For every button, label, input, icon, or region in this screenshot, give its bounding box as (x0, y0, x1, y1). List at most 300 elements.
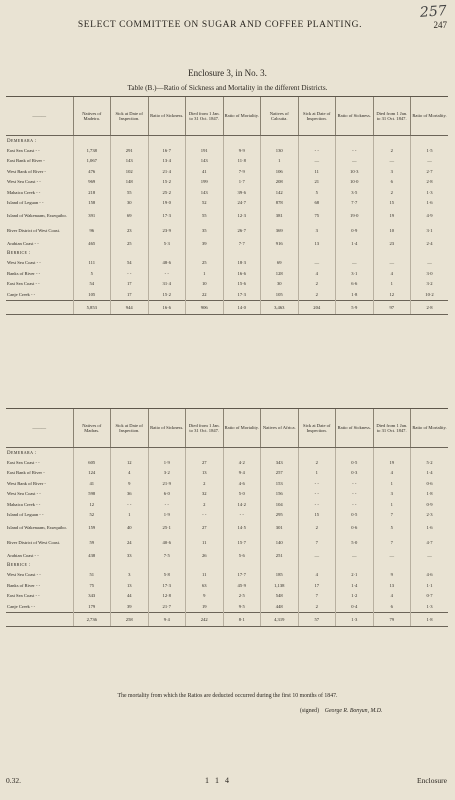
data-cell: 15·2 (148, 177, 186, 188)
data-cell: 4 (298, 570, 336, 581)
data-cell: — (298, 156, 336, 167)
data-cell: 5·0 (223, 489, 261, 500)
data-cell: 391 (73, 208, 111, 223)
data-cell: 295 (261, 510, 299, 521)
district-label: Canje Creek - - (7, 291, 36, 297)
data-cell: 40 (111, 520, 149, 535)
empty-cell (111, 249, 149, 258)
data-cell: 26 (186, 550, 224, 561)
district-label: River District of West Coast. (7, 539, 61, 545)
data-cell: 130 (261, 145, 299, 156)
data-cell: 6 (373, 601, 411, 612)
header-blank: ——— (6, 409, 73, 448)
data-cell: 6·6 (336, 279, 374, 290)
total-cell: 8·1 (223, 612, 261, 626)
data-cell: 4 (373, 591, 411, 602)
data-cell: - - (336, 489, 374, 500)
sickness-table-madras-africa (6, 408, 448, 627)
data-cell: 19 (373, 457, 411, 468)
data-cell: — (373, 550, 411, 561)
data-cell: - - (148, 499, 186, 510)
data-cell: 0·7 (411, 591, 449, 602)
data-cell: 4 (373, 268, 411, 279)
data-cell: 301 (261, 520, 299, 535)
data-cell: 17 (298, 580, 336, 591)
data-cell: 438 (73, 550, 111, 561)
data-cell: 1·2 (336, 591, 374, 602)
column-header: Died from 1 Jan. to 31 Oct. 1847. (186, 97, 224, 136)
empty-cell (148, 448, 186, 458)
data-cell: 2 (373, 187, 411, 198)
data-cell: 27 (186, 457, 224, 468)
data-cell: 1·8 (336, 289, 374, 300)
empty-cell (186, 561, 224, 570)
district-label: East Bank of River - (7, 470, 45, 476)
column-header: Sick at Date of Inspection. (298, 409, 336, 448)
empty-cell (373, 561, 411, 570)
table-row (6, 580, 448, 591)
footnote: The mortality from which the Ratios are deducted occurred during the first 10 months of 1847. (117, 693, 338, 699)
district-label: Banks of River - - (7, 582, 41, 588)
data-cell: 2·3 (411, 510, 449, 521)
district-label: East Bank of River - (7, 158, 45, 164)
signature-name: George R. Bonyun, M.D. (324, 708, 383, 714)
district-label: River District of West Coast. (7, 227, 61, 233)
data-cell: 105 (73, 289, 111, 300)
empty-cell (411, 249, 449, 258)
data-cell: 7 (298, 591, 336, 602)
table-row (6, 258, 448, 269)
district-label: West Bank of River - (7, 480, 46, 486)
table-row (6, 268, 448, 279)
data-cell: 548 (261, 591, 299, 602)
data-cell: 23 (111, 223, 149, 238)
data-cell: 291 (111, 145, 149, 156)
data-cell: 2 (373, 145, 411, 156)
total-cell: 14·0 (223, 300, 261, 314)
data-cell: - - (111, 499, 149, 510)
data-cell: 2 (298, 279, 336, 290)
data-cell: - - (298, 489, 336, 500)
data-cell: 39 (111, 601, 149, 612)
data-cell: 4·9 (411, 208, 449, 223)
empty-cell (111, 448, 149, 458)
data-cell: 2 (298, 520, 336, 535)
data-cell: 52 (73, 510, 111, 521)
total-cell: 2·8 (411, 300, 449, 314)
data-cell: 33 (111, 550, 149, 561)
empty-cell (373, 136, 411, 146)
data-cell: 0·5 (336, 457, 374, 468)
data-cell: — (411, 258, 449, 269)
empty-cell (373, 249, 411, 258)
column-header: Natives of Madeira. (73, 97, 111, 136)
district-label: West Sea Coast - - (7, 491, 41, 497)
data-cell: 3 (298, 223, 336, 238)
data-cell: 0·5 (336, 510, 374, 521)
district-label: Canje Creek - - (7, 603, 36, 609)
data-cell: 1·6 (411, 198, 449, 209)
column-header: Sick at Date of Inspection. (111, 97, 149, 136)
data-cell: 12 (373, 289, 411, 300)
data-cell: 13 (373, 580, 411, 591)
data-cell: 598 (73, 489, 111, 500)
data-cell: 5·0 (336, 535, 374, 550)
data-cell: 3 (373, 166, 411, 177)
data-cell: 41 (186, 166, 224, 177)
data-cell: 45·9 (223, 580, 261, 591)
data-cell: 17 (111, 289, 149, 300)
data-cell: 102 (111, 166, 149, 177)
data-cell: 369 (261, 223, 299, 238)
data-cell: 7·7 (223, 238, 261, 249)
table-caption: Table (B.)—Ratio of Sickness and Mortality in the different Districts. (127, 84, 328, 92)
total-cell: 1·8 (411, 612, 449, 626)
empty-cell (111, 561, 149, 570)
data-cell: 14·2 (223, 499, 261, 510)
data-cell: 148 (111, 177, 149, 188)
data-cell: 257 (261, 468, 299, 479)
data-cell: 1 (298, 468, 336, 479)
data-cell: 1·5 (411, 145, 449, 156)
total-cell: 97 (373, 300, 411, 314)
column-header: Ratio of Mortality. (223, 409, 261, 448)
data-cell: 1·4 (411, 468, 449, 479)
data-cell: 7·7 (336, 198, 374, 209)
empty-cell (73, 136, 111, 146)
table-row (6, 223, 448, 238)
table-row (6, 499, 448, 510)
data-cell: 3·0 (411, 268, 449, 279)
data-cell: 4·6 (223, 478, 261, 489)
data-cell: 448 (261, 601, 299, 612)
data-cell: 124 (73, 468, 111, 479)
data-cell: — (411, 156, 449, 167)
data-cell: 0·4 (336, 601, 374, 612)
data-cell: 1·9 (148, 510, 186, 521)
data-cell: 2 (298, 289, 336, 300)
data-cell: 2·5 (223, 591, 261, 602)
data-cell: 15·2 (148, 289, 186, 300)
data-cell: 55 (186, 208, 224, 223)
data-cell: 55 (111, 187, 149, 198)
data-cell: 5·6 (223, 550, 261, 561)
data-cell: 69 (111, 208, 149, 223)
total-cell: 2,736 (73, 612, 111, 626)
table-row (6, 238, 448, 249)
data-cell: — (336, 550, 374, 561)
data-cell: 1·6 (411, 520, 449, 535)
data-cell: 5 (73, 268, 111, 279)
data-cell: 21 (298, 177, 336, 188)
total-row (6, 300, 448, 314)
data-cell: 2·7 (411, 166, 449, 177)
data-cell: 4 (111, 468, 149, 479)
data-cell: — (411, 550, 449, 561)
data-cell: 13 (186, 468, 224, 479)
district-label: Banks of River - - (7, 270, 41, 276)
section-title: Berbice : (7, 251, 31, 256)
manuscript-page-number: 257 (419, 3, 448, 21)
data-cell: - - (148, 268, 186, 279)
data-cell: 465 (73, 238, 111, 249)
data-cell: 0·9 (336, 223, 374, 238)
data-cell: 54 (111, 258, 149, 269)
column-header: Sick at Date of Inspection. (111, 409, 149, 448)
data-cell: 218 (73, 187, 111, 198)
section-row (6, 448, 448, 458)
data-cell: 11 (298, 166, 336, 177)
data-cell: 105 (261, 289, 299, 300)
data-cell: 18·3 (223, 258, 261, 269)
data-cell: 7 (298, 535, 336, 550)
data-cell: 5 (373, 520, 411, 535)
empty-cell (411, 136, 449, 146)
data-cell: 31·4 (148, 279, 186, 290)
data-cell: 179 (73, 601, 111, 612)
section-row (6, 249, 448, 258)
data-cell: - - (223, 510, 261, 521)
data-cell: 9 (111, 478, 149, 489)
data-cell: 185 (261, 570, 299, 581)
data-cell: 1,067 (73, 156, 111, 167)
total-cell: 79 (373, 612, 411, 626)
table-row (6, 468, 448, 479)
column-header: Ratio of Sickness. (148, 97, 186, 136)
section-row (6, 136, 448, 146)
data-cell: 191 (186, 145, 224, 156)
data-cell: 3 (111, 570, 149, 581)
section-title: Demerara : (7, 138, 37, 144)
data-cell: — (298, 258, 336, 269)
data-cell: 10·2 (411, 289, 449, 300)
data-cell: 7·9 (223, 166, 261, 177)
total-cell: 944 (111, 300, 149, 314)
data-cell: 1 (373, 499, 411, 510)
data-cell: 4 (373, 468, 411, 479)
data-cell: - - (298, 499, 336, 510)
table-row (6, 457, 448, 468)
column-header: Natives of Madras. (73, 409, 111, 448)
running-head: SELECT COMMITTEE ON SUGAR AND COFFEE PLANTING. (77, 20, 363, 30)
table-row (6, 177, 448, 188)
data-cell: 143 (111, 156, 149, 167)
table-row (6, 570, 448, 581)
data-cell: 10·0 (336, 177, 374, 188)
data-cell: 4 (298, 268, 336, 279)
total-cell: 5,853 (73, 300, 111, 314)
data-cell: 3 (373, 489, 411, 500)
data-cell: 5 (298, 187, 336, 198)
data-cell: 17 (111, 279, 149, 290)
empty-cell (148, 561, 186, 570)
data-cell: 3·1 (336, 268, 374, 279)
data-cell: 24 (111, 535, 149, 550)
data-cell: 1·7 (223, 177, 261, 188)
data-cell: 605 (73, 457, 111, 468)
data-cell: 476 (73, 166, 111, 177)
data-cell: 75 (73, 580, 111, 591)
district-label: West Sea Coast - - (7, 179, 41, 185)
data-cell: — (373, 258, 411, 269)
total-label (6, 300, 73, 314)
empty-cell (73, 249, 111, 258)
column-header: Died from 1 Jan. to 31 Oct. 1847. (186, 409, 224, 448)
data-cell: 153 (261, 478, 299, 489)
data-cell: 878 (261, 198, 299, 209)
data-cell: 0·9 (411, 499, 449, 510)
data-cell: 4·7 (411, 535, 449, 550)
district-label: Island of Leguan - - (7, 200, 44, 206)
data-cell: 19·0 (148, 198, 186, 209)
data-cell: 22 (186, 289, 224, 300)
data-cell: 11·8 (223, 156, 261, 167)
column-header: Died from 1 Jan. to 31 Oct. 1847. (373, 409, 411, 448)
data-cell: 16·7 (148, 145, 186, 156)
data-cell: 2 (186, 499, 224, 510)
empty-cell (223, 136, 261, 146)
empty-cell (336, 249, 374, 258)
data-cell: 140 (261, 535, 299, 550)
data-cell: 69 (261, 258, 299, 269)
district-label: Arabian Coast - - (7, 240, 39, 246)
data-cell: 1,738 (73, 145, 111, 156)
data-cell: 21·9 (148, 478, 186, 489)
total-cell: 204 (298, 300, 336, 314)
data-cell: 5·2 (411, 457, 449, 468)
table-row (6, 145, 448, 156)
data-cell: 12 (111, 457, 149, 468)
data-cell: 13 (111, 580, 149, 591)
data-cell: 1 (186, 268, 224, 279)
data-cell: 12 (73, 499, 111, 510)
data-cell: - - (298, 145, 336, 156)
column-header: Ratio of Mortality. (223, 97, 261, 136)
data-cell: 30 (261, 279, 299, 290)
data-cell: 343 (73, 591, 111, 602)
total-cell: 242 (186, 612, 224, 626)
district-label: Mahaica Creek - - (7, 189, 41, 195)
data-cell: 142 (261, 187, 299, 198)
total-cell: 57 (298, 612, 336, 626)
data-cell: 9 (186, 591, 224, 602)
empty-cell (186, 249, 224, 258)
column-header: Natives of Africa. (261, 409, 299, 448)
data-cell: 15·6 (223, 279, 261, 290)
data-cell: 15·7 (223, 535, 261, 550)
table-row (6, 489, 448, 500)
empty-cell (261, 136, 299, 146)
data-cell: 5·3 (148, 238, 186, 249)
data-cell: 1·3 (411, 601, 449, 612)
data-cell: 14·5 (223, 520, 261, 535)
data-cell: 7 (373, 535, 411, 550)
total-cell: 5·9 (336, 300, 374, 314)
data-cell: 10 (373, 223, 411, 238)
data-cell: 9 (373, 570, 411, 581)
data-cell: 40·6 (148, 535, 186, 550)
district-label: West Bank of River - (7, 168, 46, 174)
data-cell: 1·4 (336, 238, 374, 249)
table-row (6, 591, 448, 602)
empty-cell (261, 561, 299, 570)
data-cell: 2 (298, 601, 336, 612)
empty-cell (73, 448, 111, 458)
column-header: Ratio of Mortality. (411, 409, 449, 448)
data-cell: 17·7 (223, 570, 261, 581)
table-row (6, 166, 448, 177)
data-cell: 7 (373, 510, 411, 521)
data-cell: 251 (261, 550, 299, 561)
data-cell: 1·3 (411, 187, 449, 198)
data-cell: 4·2 (223, 457, 261, 468)
data-cell: 11 (186, 535, 224, 550)
column-header: Ratio of Sickness. (148, 409, 186, 448)
data-cell: 48·6 (148, 258, 186, 269)
data-cell: 1·9 (148, 457, 186, 468)
data-cell: 30 (111, 198, 149, 209)
data-cell: 17·3 (223, 289, 261, 300)
total-cell: 3,463 (261, 300, 299, 314)
data-cell: 199 (186, 177, 224, 188)
empty-cell (148, 249, 186, 258)
data-cell: 2·4 (411, 238, 449, 249)
data-cell: 5·8 (148, 570, 186, 581)
data-cell: 17·3 (148, 208, 186, 223)
empty-cell (298, 561, 336, 570)
data-cell: 25·2 (148, 187, 186, 198)
total-cell: 9·4 (148, 612, 186, 626)
data-cell: 6·0 (148, 489, 186, 500)
data-cell: 39 (186, 238, 224, 249)
empty-cell (336, 448, 374, 458)
data-cell: 158 (73, 198, 111, 209)
data-cell: 9·5 (223, 601, 261, 612)
empty-cell (373, 448, 411, 458)
data-cell: - - (186, 510, 224, 521)
enclosure-title: Enclosure 3, in No. 3. (188, 68, 267, 78)
table-row (6, 478, 448, 489)
data-cell: 159 (73, 520, 111, 535)
data-cell: 916 (261, 238, 299, 249)
data-cell: 54 (73, 279, 111, 290)
data-cell: 39·6 (223, 187, 261, 198)
data-cell: - - (336, 145, 374, 156)
district-label: Arabian Coast - - (7, 552, 39, 558)
data-cell: — (336, 156, 374, 167)
data-cell: 75 (298, 208, 336, 223)
header-blank: ——— (6, 97, 73, 136)
data-cell: 10 (186, 279, 224, 290)
empty-cell (298, 136, 336, 146)
table-row (6, 520, 448, 535)
data-cell: 0·6 (411, 478, 449, 489)
empty-cell (223, 448, 261, 458)
data-cell: 27 (186, 520, 224, 535)
data-cell: 15 (373, 198, 411, 209)
total-cell: 1·3 (336, 612, 374, 626)
section-title: Berbice : (7, 563, 31, 568)
data-cell: 24·7 (223, 198, 261, 209)
data-cell: 23·9 (148, 223, 186, 238)
data-cell: 4·6 (411, 570, 449, 581)
data-cell: 1 (261, 156, 299, 167)
data-cell: 44 (111, 591, 149, 602)
empty-cell (411, 561, 449, 570)
data-cell: - - (336, 499, 374, 510)
table-row (6, 187, 448, 198)
data-cell: 13·4 (148, 156, 186, 167)
